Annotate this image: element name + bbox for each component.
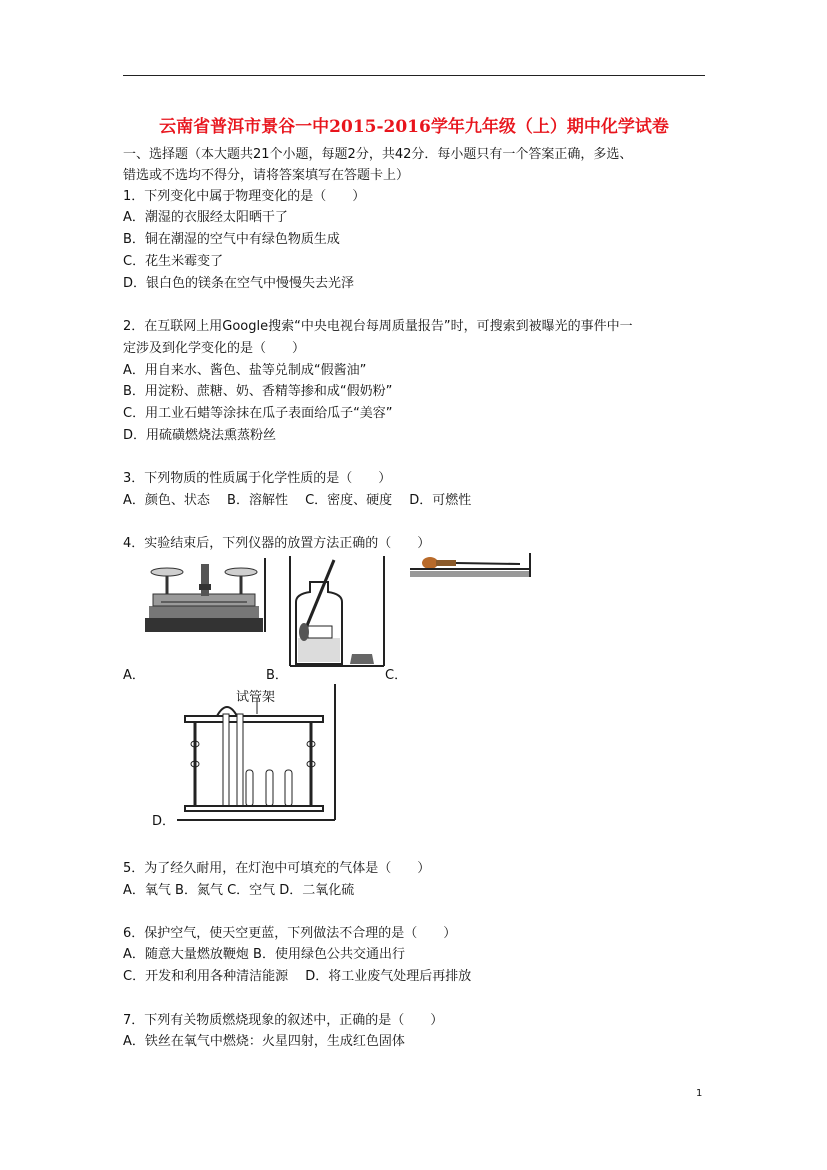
q3-options: A．颜色、状态 B．溶解性 C．密度、硬度 D．可燃性: [123, 493, 472, 508]
q4-stem: 4．实验结束后，下列仪器的放置方法正确的（ ）: [123, 536, 431, 551]
q7-option-a: A．铁丝在氧气中燃烧：火星四射，生成红色固体: [123, 1034, 405, 1049]
q4-label-c: C．: [385, 668, 408, 683]
q5-options: A．氧气 B．氮气 C．空气 D．二氧化硫: [123, 883, 355, 898]
q1-option-d: D．银白色的镁条在空气中慢慢失去光泽: [123, 276, 355, 291]
q2-option-d: D．用硫磺燃烧法熏蒸粉丝: [123, 428, 277, 443]
q4-label-a: A．: [123, 668, 145, 683]
q6-stem: 6．保护空气，使天空更蓝，下列做法不合理的是（ ）: [123, 926, 457, 941]
q1-option-b: B．铜在潮湿的空气中有绿色物质生成: [123, 232, 340, 247]
page-number: 1: [696, 1088, 703, 1099]
q4-label-b: B．: [266, 668, 288, 683]
q1-option-c: C．花生米霉变了: [123, 254, 224, 269]
dropper-figure: [410, 553, 532, 579]
exam-title: 云南省普洱市景谷一中2015-2016学年九年级（上）期中化学试卷: [159, 117, 669, 137]
q1-stem: 1．下列变化中属于物理变化的是（ ）: [123, 189, 366, 204]
q6-options-row-2: C．开发和利用各种清洁能源 D．将工业废气处理后再排放: [123, 969, 472, 984]
q1-option-a: A．潮湿的衣服经太阳晒干了: [123, 210, 288, 225]
rack-caption: 试管架: [236, 690, 276, 705]
q5-stem: 5．为了经久耐用，在灯泡中可填充的气体是（ ）: [123, 861, 431, 876]
q6-options-row-1: A．随意大量燃放鞭炮 B．使用绿色公共交通出行: [123, 947, 405, 962]
q2-option-c: C．用工业石蜡等涂抹在瓜子表面给瓜子“美容”: [123, 406, 393, 421]
header-rule: [123, 75, 705, 76]
section-heading-line-2: 错选或不选均不得分，请将答案填写在答题卡上）: [123, 168, 410, 183]
q2-option-a: A．用自来水、酱色、盐等兑制成“假酱油”: [123, 363, 367, 378]
balance-figure: [143, 558, 268, 636]
q3-stem: 3．下列物质的性质属于化学性质的是（ ）: [123, 471, 392, 486]
q4-label-d: D．: [152, 814, 176, 829]
q2-stem-line-1: 2．在互联网上用Google搜索“中央电视台每周质量报告”时，可搜索到被曝光的事件中一: [123, 319, 633, 334]
q2-option-b: B．用淀粉、蔗糖、奶、香精等掺和成“假奶粉”: [123, 384, 393, 399]
section-heading-line-1: 一、选择题（本大题共21个小题，每题2分，共42分．每小题只有一个答案正确，多选、: [123, 147, 633, 162]
test-tube-rack-figure: [175, 684, 341, 824]
q7-stem: 7．下列有关物质燃烧现象的叙述中，正确的是（ ）: [123, 1013, 444, 1028]
q2-stem-line-2: 定涉及到化学变化的是（ ）: [123, 341, 306, 356]
reagent-bottle-figure: [288, 556, 388, 668]
